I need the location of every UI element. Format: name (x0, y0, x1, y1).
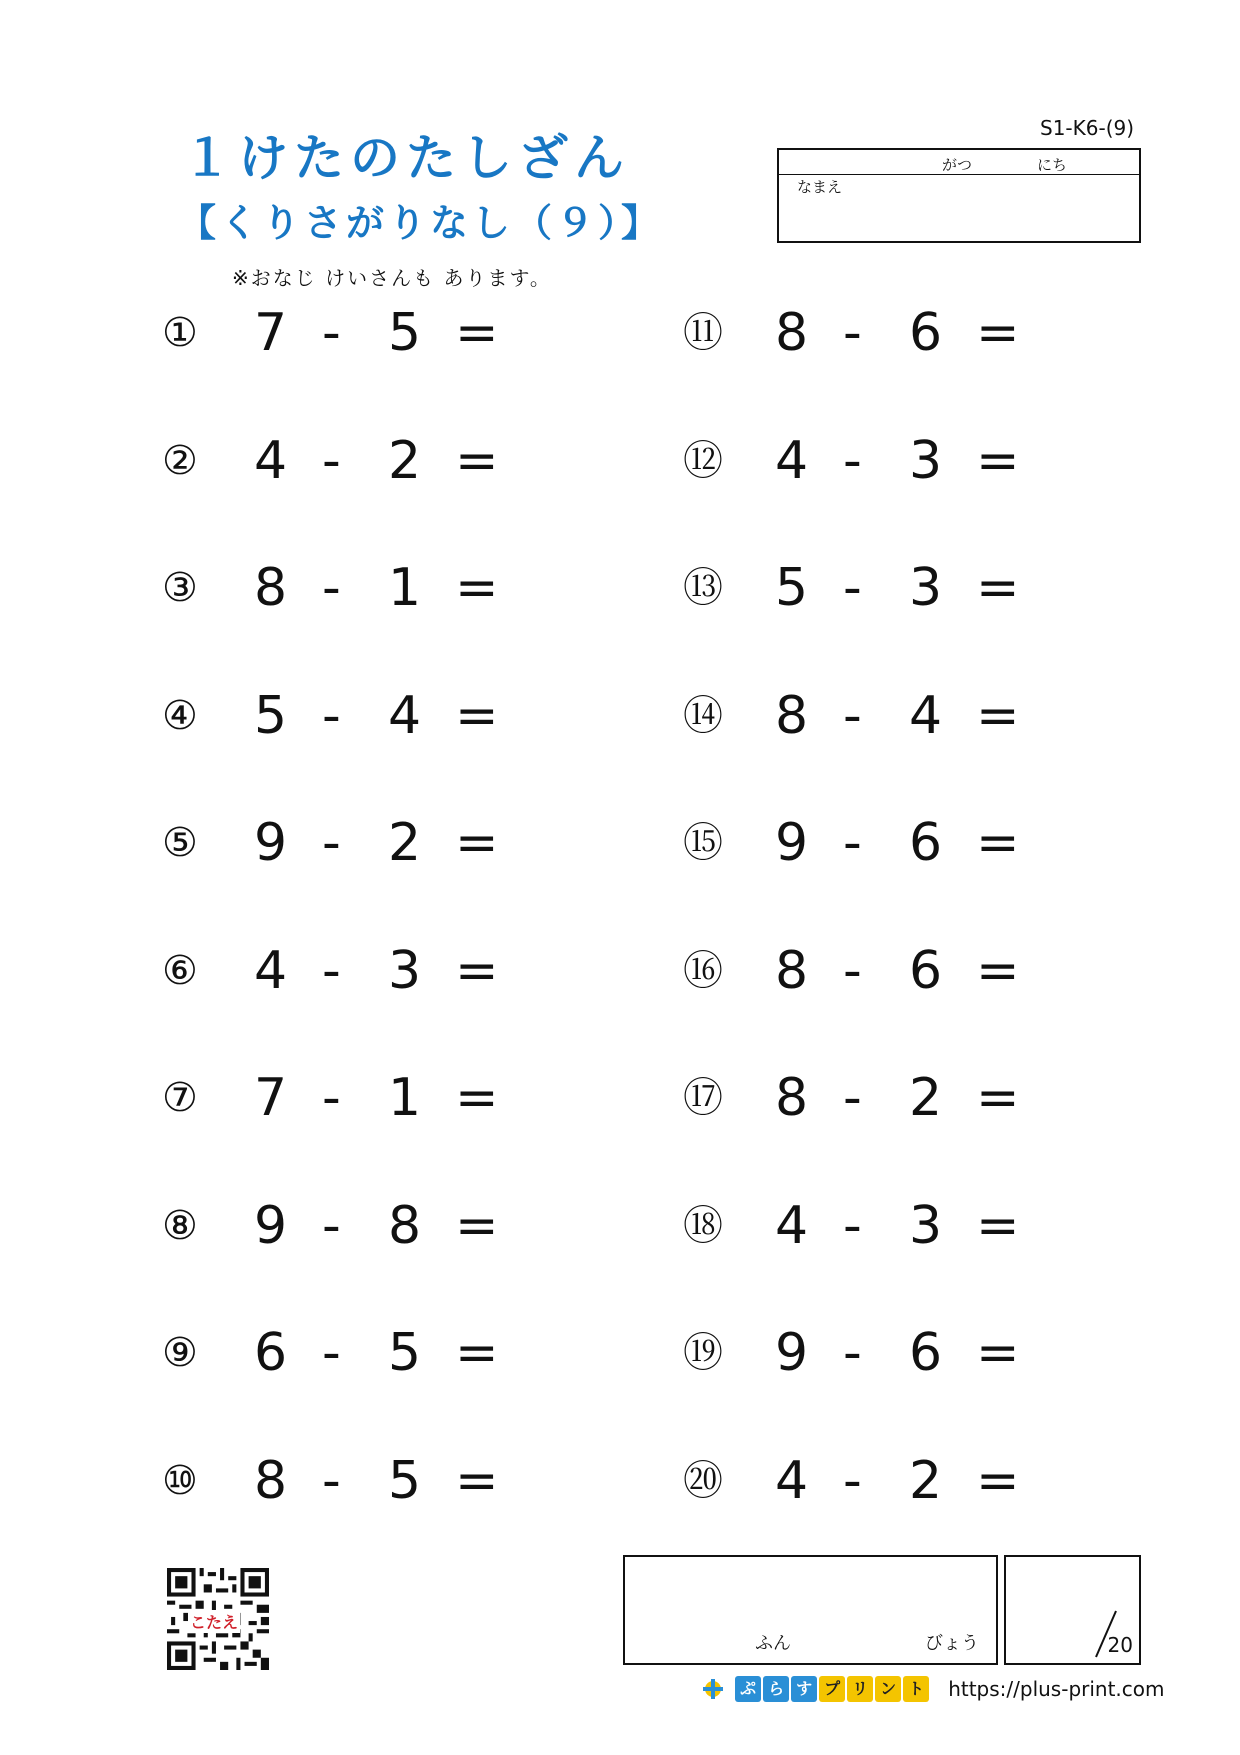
problem-number: ⑮ (683, 820, 723, 866)
equals-sign: = (455, 1068, 499, 1128)
equals-sign: = (976, 1450, 1020, 1511)
equals-sign: = (455, 303, 499, 363)
problem-row (162, 685, 499, 746)
problem-minuend: 6 (254, 1323, 288, 1383)
equals-sign: = (455, 685, 499, 746)
problem-number: ③ (162, 565, 198, 611)
equals-sign: = (976, 1068, 1020, 1128)
minus-sign: - (322, 813, 341, 873)
minus-sign: - (843, 1195, 862, 1256)
problem-number: ⑨ (162, 1330, 198, 1376)
problem-subtrahend: 1 (388, 558, 422, 618)
minutes-label: ふん (755, 1633, 791, 1654)
problem-number: ② (162, 437, 198, 484)
worksheet-code: S1-K6-(9) (1040, 116, 1135, 140)
minus-sign: - (322, 685, 341, 746)
brand-char: ト (903, 1676, 929, 1702)
brand-char: ぷ (735, 1676, 761, 1702)
problem-minuend: 4 (775, 1195, 809, 1256)
minus-sign: - (322, 1195, 341, 1256)
brand-name (735, 1679, 931, 1698)
problem-minuend: 8 (775, 940, 809, 1001)
minus-sign: - (843, 430, 862, 491)
problem-row (683, 1450, 1020, 1511)
problem-number: ⑤ (162, 820, 198, 866)
score-box[interactable] (1004, 1555, 1141, 1665)
problem-number: ⑰ (683, 1075, 723, 1121)
day-label: にち (1037, 156, 1068, 174)
minus-sign: - (843, 303, 862, 363)
problem-minuend: 4 (254, 940, 288, 1001)
name-label: なまえ (797, 178, 843, 196)
problem-number: ⑳ (683, 1457, 723, 1504)
month-label: がつ (942, 156, 973, 174)
minus-sign: - (843, 1450, 862, 1511)
equals-sign: = (976, 430, 1020, 491)
problem-row (162, 1068, 499, 1128)
problem-number: ⑬ (683, 565, 723, 611)
minus-sign: - (843, 1323, 862, 1383)
problem-row (162, 430, 499, 491)
problem-row (683, 558, 1020, 618)
problem-number: ⑥ (162, 947, 198, 994)
problem-subtrahend: 2 (388, 430, 422, 491)
problem-subtrahend: 3 (909, 430, 943, 491)
minus-sign: - (322, 558, 341, 618)
problem-subtrahend: 8 (388, 1195, 422, 1256)
equals-sign: = (976, 1195, 1020, 1256)
problem-subtrahend: 3 (909, 558, 943, 618)
problem-minuend: 4 (775, 1450, 809, 1511)
problem-subtrahend: 5 (388, 303, 422, 363)
minus-sign: - (322, 303, 341, 363)
problem-row (683, 430, 1020, 491)
problem-number: ① (162, 310, 198, 356)
brand-char: ら (763, 1676, 789, 1702)
minus-sign: - (843, 813, 862, 873)
footer (700, 1676, 1165, 1706)
equals-sign: = (976, 558, 1020, 618)
problem-minuend: 8 (775, 685, 809, 746)
problem-subtrahend: 4 (909, 685, 943, 746)
problem-row (683, 1323, 1020, 1383)
problem-number: ④ (162, 692, 198, 739)
problem-subtrahend: 2 (909, 1068, 943, 1128)
name-date-box[interactable] (777, 148, 1141, 243)
problem-minuend: 8 (775, 1068, 809, 1128)
minus-sign: - (843, 940, 862, 1001)
problem-number: ⑧ (162, 1202, 198, 1249)
problem-row (162, 1323, 499, 1383)
problem-row (683, 940, 1020, 1001)
brand-logo-icon (700, 1676, 726, 1702)
minus-sign: - (843, 558, 862, 618)
site-url[interactable]: https://plus-print.com (948, 1677, 1165, 1701)
worksheet-title: １けたのたしざん (182, 129, 630, 187)
problem-row (683, 685, 1020, 746)
problem-subtrahend: 6 (909, 940, 943, 1001)
problem-number: ⑩ (162, 1457, 198, 1504)
minus-sign: - (322, 1450, 341, 1511)
problem-minuend: 7 (254, 303, 288, 363)
problem-number: ⑫ (683, 437, 723, 484)
problem-subtrahend: 1 (388, 1068, 422, 1128)
problem-row (162, 1195, 499, 1256)
problem-minuend: 9 (254, 1195, 288, 1256)
minus-sign: - (322, 430, 341, 491)
problem-minuend: 9 (254, 813, 288, 873)
equals-sign: = (976, 1323, 1020, 1383)
problem-subtrahend: 4 (388, 685, 422, 746)
problem-subtrahend: 2 (909, 1450, 943, 1511)
minus-sign: - (322, 940, 341, 1001)
problem-minuend: 7 (254, 1068, 288, 1128)
equals-sign: = (455, 558, 499, 618)
equals-sign: = (455, 430, 499, 491)
problem-number: ⑲ (683, 1330, 723, 1376)
problem-row (162, 813, 499, 873)
minus-sign: - (322, 1323, 341, 1383)
equals-sign: = (455, 940, 499, 1001)
problem-minuend: 9 (775, 813, 809, 873)
score-total: 20 (1107, 1633, 1133, 1657)
minus-sign: - (843, 1068, 862, 1128)
problem-minuend: 4 (775, 430, 809, 491)
problem-minuend: 8 (775, 303, 809, 363)
equals-sign: = (455, 813, 499, 873)
seconds-label: びょう (925, 1633, 979, 1654)
problem-row (683, 813, 1020, 873)
problem-minuend: 5 (254, 685, 288, 746)
problem-subtrahend: 5 (388, 1450, 422, 1511)
problem-row (683, 1068, 1020, 1128)
brand-char: ン (875, 1676, 901, 1702)
problem-subtrahend: 2 (388, 813, 422, 873)
problem-subtrahend: 3 (388, 940, 422, 1001)
problem-minuend: 4 (254, 430, 288, 491)
equals-sign: = (976, 303, 1020, 363)
problem-number: ⑦ (162, 1075, 198, 1121)
brand-char: リ (847, 1676, 873, 1702)
problem-row (162, 558, 499, 618)
problem-minuend: 8 (254, 558, 288, 618)
minus-sign: - (322, 1068, 341, 1128)
problem-subtrahend: 6 (909, 303, 943, 363)
problem-row (162, 940, 499, 1001)
worksheet-subtitle: 【くりさがりなし（９）】 (178, 201, 664, 245)
problem-number: ⑯ (683, 947, 723, 994)
brand-char: す (791, 1676, 817, 1702)
problem-subtrahend: 5 (388, 1323, 422, 1383)
problem-minuend: 9 (775, 1323, 809, 1383)
problem-subtrahend: 6 (909, 1323, 943, 1383)
problem-minuend: 8 (254, 1450, 288, 1511)
problem-number: ⑪ (683, 310, 723, 356)
equals-sign: = (455, 1450, 499, 1511)
equals-sign: = (976, 813, 1020, 873)
problem-number: ⑱ (683, 1202, 723, 1249)
problem-row (683, 303, 1020, 363)
equals-sign: = (455, 1323, 499, 1383)
brand-char: プ (819, 1676, 845, 1702)
repeat-note: ※おなじ けいさんも あります。 (232, 266, 552, 290)
problem-row (162, 303, 499, 363)
problem-row (162, 1450, 499, 1511)
problem-subtrahend: 3 (909, 1195, 943, 1256)
problem-subtrahend: 6 (909, 813, 943, 873)
equals-sign: = (976, 940, 1020, 1001)
problem-row (683, 1195, 1020, 1256)
problem-minuend: 5 (775, 558, 809, 618)
equals-sign: = (976, 685, 1020, 746)
time-box[interactable] (623, 1555, 998, 1665)
equals-sign: = (455, 1195, 499, 1256)
answer-label: こたえ (188, 1610, 240, 1633)
problem-number: ⑭ (683, 692, 723, 739)
minus-sign: - (843, 685, 862, 746)
